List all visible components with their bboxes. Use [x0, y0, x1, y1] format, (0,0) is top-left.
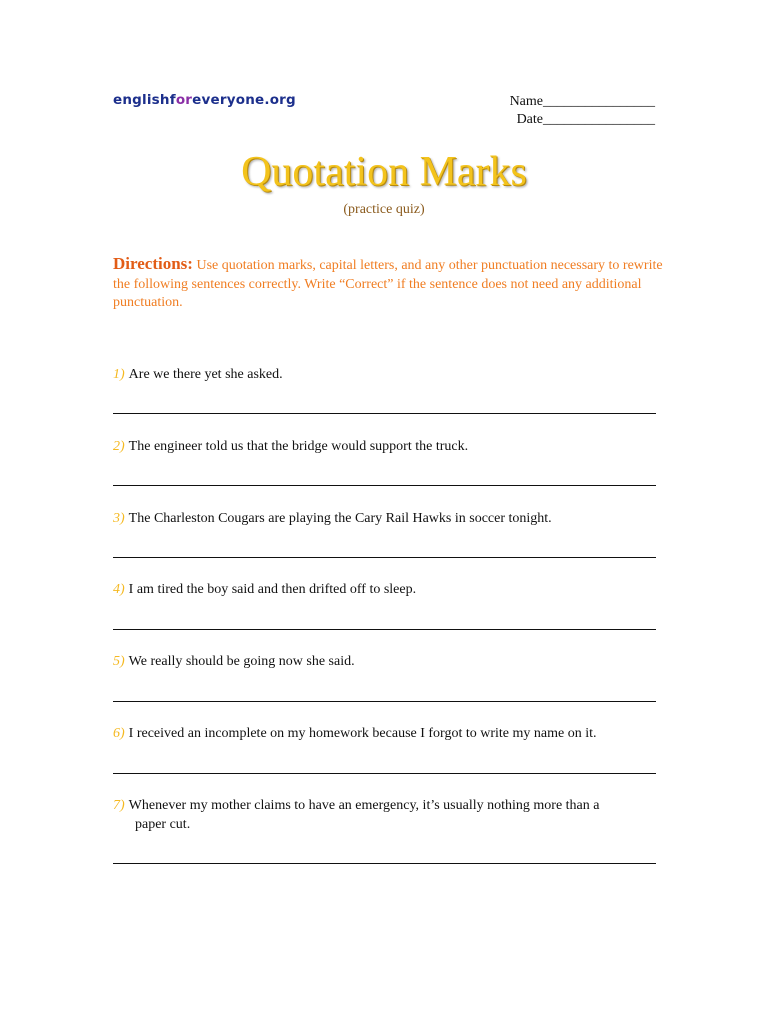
answer-line-3[interactable] [113, 557, 656, 558]
question-7 [113, 796, 658, 834]
logo-part-2: or [175, 92, 193, 108]
question-text: The engineer told us that the bridge would support the truck. [128, 439, 469, 454]
answer-line-4[interactable] [113, 629, 656, 630]
logo-part-3: everyone.org [192, 92, 296, 108]
question-text: Are we there yet she asked. [128, 367, 283, 382]
question-number: 7) [113, 798, 125, 813]
question-number: 5) [113, 654, 125, 669]
name-date-block [455, 93, 655, 129]
logo-part-1: englishf [113, 92, 176, 108]
question-number: 3) [113, 511, 125, 526]
question-1 [113, 365, 658, 384]
question-2 [113, 437, 658, 456]
page-subtitle: (practice quiz) [343, 202, 425, 217]
question-number: 4) [113, 582, 125, 597]
question-text: Whenever my mother claims to have an emergency, it’s usually nothing more than a [128, 798, 600, 813]
question-text-continued: paper cut. [135, 817, 191, 832]
question-text: The Charleston Cougars are playing the Cary Rail Hawks in soccer tonight. [128, 511, 552, 526]
directions [113, 255, 663, 313]
question-number: 2) [113, 439, 125, 454]
question-4 [113, 580, 658, 599]
question-text: I received an incomplete on my homework because I forgot to write my name on it. [128, 726, 597, 741]
name-field[interactable]: Name________________ [509, 94, 655, 109]
date-field[interactable]: Date________________ [516, 112, 655, 127]
question-text: I am tired the boy said and then drifted off to sleep. [128, 582, 417, 597]
question-text: We really should be going now she said. [128, 654, 355, 669]
site-logo [113, 92, 296, 108]
question-number: 6) [113, 726, 125, 741]
question-5 [113, 652, 658, 671]
answer-line-2[interactable] [113, 485, 656, 486]
answer-line-7[interactable] [113, 863, 656, 864]
question-6 [113, 724, 658, 743]
page-title: Quotation Marks [241, 149, 527, 195]
answer-line-6[interactable] [113, 773, 656, 774]
directions-label: Directions: [113, 254, 193, 273]
answer-line-1[interactable] [113, 413, 656, 414]
directions-text: Use quotation marks, capital letters, and any other punctuation necessary to rewrite the following sentences correctly. Write “Correct” if the sentence does not need any additional punctuation. [113, 258, 663, 310]
question-3 [113, 509, 658, 528]
question-number: 1) [113, 367, 125, 382]
answer-line-5[interactable] [113, 701, 656, 702]
